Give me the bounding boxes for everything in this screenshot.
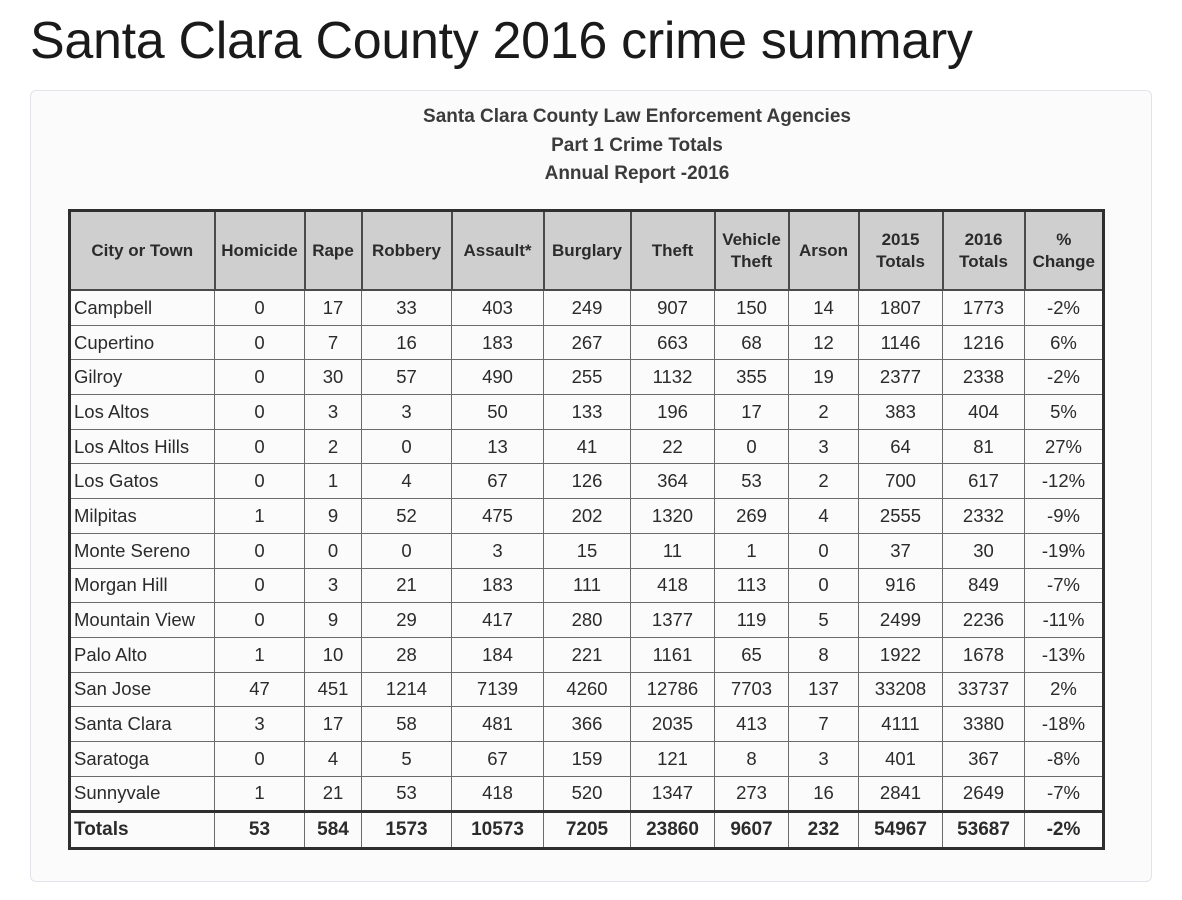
table-body	[70, 290, 1104, 849]
value-cell: 4260	[544, 672, 631, 707]
value-cell: 159	[544, 741, 631, 776]
value-cell: 0	[215, 325, 305, 360]
value-cell: 418	[631, 568, 715, 603]
value-cell: -2%	[1025, 290, 1104, 325]
value-cell: 2	[305, 429, 362, 464]
value-cell: 121	[631, 741, 715, 776]
city-name-cell: Milpitas	[70, 499, 215, 534]
value-cell: 150	[715, 290, 789, 325]
value-cell: 68	[715, 325, 789, 360]
value-cell: 1773	[943, 290, 1025, 325]
value-cell: 9	[305, 603, 362, 638]
column-header-line: Robbery	[372, 240, 441, 260]
column-header-line: City or Town	[91, 240, 194, 260]
value-cell: -7%	[1025, 568, 1104, 603]
column-header-line: Totals	[876, 251, 925, 271]
value-cell: 3	[452, 533, 544, 568]
value-cell: -8%	[1025, 741, 1104, 776]
city-name-cell: Santa Clara	[70, 707, 215, 742]
value-cell: 53	[715, 464, 789, 499]
table-row	[70, 776, 1104, 812]
column-header-line: Totals	[959, 251, 1008, 271]
value-cell: 29	[362, 603, 452, 638]
totals-label-cell: Totals	[70, 812, 215, 849]
city-name-cell: San Jose	[70, 672, 215, 707]
page-title: Santa Clara County 2016 crime summary	[30, 12, 973, 70]
value-cell: 57	[362, 360, 452, 395]
column-header	[70, 211, 215, 291]
value-cell: 7703	[715, 672, 789, 707]
value-cell: 50	[452, 395, 544, 430]
value-cell: 2%	[1025, 672, 1104, 707]
value-cell: 2555	[859, 499, 943, 534]
value-cell: 33208	[859, 672, 943, 707]
report-image-card	[30, 90, 1152, 882]
value-cell: 11	[631, 533, 715, 568]
value-cell: 126	[544, 464, 631, 499]
value-cell: 490	[452, 360, 544, 395]
table-row	[70, 360, 1104, 395]
value-cell: 183	[452, 325, 544, 360]
value-cell: 907	[631, 290, 715, 325]
value-cell: 3	[789, 741, 859, 776]
value-cell: 418	[452, 776, 544, 812]
column-header	[305, 211, 362, 291]
value-cell: 8	[715, 741, 789, 776]
column-header-line: %	[1056, 229, 1072, 249]
value-cell: 0	[362, 429, 452, 464]
value-cell: 1132	[631, 360, 715, 395]
totals-value-cell: 9607	[715, 812, 789, 849]
value-cell: 663	[631, 325, 715, 360]
value-cell: 7139	[452, 672, 544, 707]
value-cell: 10	[305, 637, 362, 672]
value-cell: -9%	[1025, 499, 1104, 534]
value-cell: 58	[362, 707, 452, 742]
value-cell: 2338	[943, 360, 1025, 395]
table-row	[70, 568, 1104, 603]
value-cell: -7%	[1025, 776, 1104, 812]
value-cell: 17	[305, 290, 362, 325]
table-row	[70, 603, 1104, 638]
value-cell: -18%	[1025, 707, 1104, 742]
city-name-cell: Gilroy	[70, 360, 215, 395]
value-cell: 4111	[859, 707, 943, 742]
value-cell: 4	[789, 499, 859, 534]
value-cell: 2841	[859, 776, 943, 812]
value-cell: 451	[305, 672, 362, 707]
value-cell: 403	[452, 290, 544, 325]
value-cell: 1161	[631, 637, 715, 672]
value-cell: 0	[789, 533, 859, 568]
column-header-line: Theft	[730, 251, 773, 271]
value-cell: 7	[789, 707, 859, 742]
totals-value-cell: 54967	[859, 812, 943, 849]
column-header-line: Arson	[798, 240, 849, 260]
value-cell: 111	[544, 568, 631, 603]
value-cell: 2	[789, 395, 859, 430]
column-header-line: Change	[1032, 251, 1095, 271]
column-header	[715, 211, 789, 291]
value-cell: 0	[215, 464, 305, 499]
value-cell: 21	[305, 776, 362, 812]
value-cell: 16	[789, 776, 859, 812]
value-cell: 1	[215, 776, 305, 812]
value-cell: 133	[544, 395, 631, 430]
value-cell: 1	[305, 464, 362, 499]
table-row	[70, 395, 1104, 430]
column-header-line: Rape	[312, 240, 354, 260]
city-name-cell: Los Gatos	[70, 464, 215, 499]
value-cell: 2236	[943, 603, 1025, 638]
value-cell: 1377	[631, 603, 715, 638]
value-cell: 0	[215, 533, 305, 568]
value-cell: 404	[943, 395, 1025, 430]
value-cell: 19	[789, 360, 859, 395]
value-cell: 4	[362, 464, 452, 499]
value-cell: 366	[544, 707, 631, 742]
value-cell: 13	[452, 429, 544, 464]
table-row	[70, 637, 1104, 672]
value-cell: 8	[789, 637, 859, 672]
value-cell: 27%	[1025, 429, 1104, 464]
value-cell: 52	[362, 499, 452, 534]
totals-value-cell: 232	[789, 812, 859, 849]
value-cell: 22	[631, 429, 715, 464]
value-cell: 1	[215, 499, 305, 534]
city-name-cell: Campbell	[70, 290, 215, 325]
value-cell: -12%	[1025, 464, 1104, 499]
value-cell: 1922	[859, 637, 943, 672]
column-header	[631, 211, 715, 291]
value-cell: 15	[544, 533, 631, 568]
value-cell: 3380	[943, 707, 1025, 742]
column-header	[1025, 211, 1104, 291]
table-row	[70, 499, 1104, 534]
value-cell: 1678	[943, 637, 1025, 672]
value-cell: 16	[362, 325, 452, 360]
city-name-cell: Mountain View	[70, 603, 215, 638]
totals-value-cell: 53	[215, 812, 305, 849]
report-title: Santa Clara County Law Enforcement Agencies	[423, 106, 851, 127]
value-cell: 184	[452, 637, 544, 672]
value-cell: 700	[859, 464, 943, 499]
table-row	[70, 429, 1104, 464]
value-cell: 2377	[859, 360, 943, 395]
value-cell: 0	[215, 603, 305, 638]
table-row	[70, 533, 1104, 568]
totals-value-cell: 10573	[452, 812, 544, 849]
column-header	[789, 211, 859, 291]
value-cell: 47	[215, 672, 305, 707]
value-cell: 5%	[1025, 395, 1104, 430]
value-cell: 520	[544, 776, 631, 812]
value-cell: 0	[362, 533, 452, 568]
column-header	[544, 211, 631, 291]
table-row	[70, 707, 1104, 742]
value-cell: 137	[789, 672, 859, 707]
value-cell: 17	[305, 707, 362, 742]
value-cell: 30	[305, 360, 362, 395]
value-cell: 65	[715, 637, 789, 672]
city-name-cell: Cupertino	[70, 325, 215, 360]
totals-value-cell: 584	[305, 812, 362, 849]
value-cell: -13%	[1025, 637, 1104, 672]
value-cell: 280	[544, 603, 631, 638]
value-cell: 4	[305, 741, 362, 776]
value-cell: 41	[544, 429, 631, 464]
value-cell: 475	[452, 499, 544, 534]
column-header	[943, 211, 1025, 291]
value-cell: 0	[215, 290, 305, 325]
city-name-cell: Los Altos	[70, 395, 215, 430]
column-header	[362, 211, 452, 291]
value-cell: 2499	[859, 603, 943, 638]
column-header	[859, 211, 943, 291]
value-cell: 1347	[631, 776, 715, 812]
value-cell: 3	[215, 707, 305, 742]
value-cell: 53	[362, 776, 452, 812]
value-cell: 364	[631, 464, 715, 499]
value-cell: 1146	[859, 325, 943, 360]
totals-value-cell: -2%	[1025, 812, 1104, 849]
value-cell: 81	[943, 429, 1025, 464]
value-cell: 417	[452, 603, 544, 638]
city-name-cell: Los Altos Hills	[70, 429, 215, 464]
city-name-cell: Monte Sereno	[70, 533, 215, 568]
table-row	[70, 741, 1104, 776]
value-cell: 355	[715, 360, 789, 395]
value-cell: 0	[215, 395, 305, 430]
table-row	[70, 672, 1104, 707]
value-cell: 383	[859, 395, 943, 430]
column-header-line: Burglary	[552, 240, 622, 260]
value-cell: 0	[715, 429, 789, 464]
value-cell: 0	[789, 568, 859, 603]
report-year-line: Annual Report -2016	[544, 163, 730, 184]
value-cell: 37	[859, 533, 943, 568]
column-header-line: Assault*	[463, 240, 532, 260]
value-cell: 17	[715, 395, 789, 430]
value-cell: 67	[452, 464, 544, 499]
value-cell: 5	[362, 741, 452, 776]
totals-value-cell: 1573	[362, 812, 452, 849]
column-header	[215, 211, 305, 291]
value-cell: 28	[362, 637, 452, 672]
column-header	[452, 211, 544, 291]
totals-value-cell: 53687	[943, 812, 1025, 849]
column-header-line: Theft	[651, 240, 694, 260]
value-cell: 249	[544, 290, 631, 325]
value-cell: 367	[943, 741, 1025, 776]
crime-totals-table	[68, 209, 1105, 850]
value-cell: 183	[452, 568, 544, 603]
value-cell: 6%	[1025, 325, 1104, 360]
value-cell: 3	[362, 395, 452, 430]
value-cell: 0	[305, 533, 362, 568]
column-header-line: Homicide	[221, 240, 298, 260]
value-cell: 0	[215, 360, 305, 395]
value-cell: 2035	[631, 707, 715, 742]
value-cell: -2%	[1025, 360, 1104, 395]
value-cell: 255	[544, 360, 631, 395]
value-cell: 269	[715, 499, 789, 534]
city-name-cell: Morgan Hill	[70, 568, 215, 603]
totals-row	[70, 812, 1104, 849]
value-cell: 113	[715, 568, 789, 603]
table-row	[70, 290, 1104, 325]
value-cell: 3	[305, 395, 362, 430]
value-cell: 3	[789, 429, 859, 464]
value-cell: 12786	[631, 672, 715, 707]
value-cell: 273	[715, 776, 789, 812]
value-cell: 12	[789, 325, 859, 360]
value-cell: 14	[789, 290, 859, 325]
value-cell: 0	[215, 741, 305, 776]
table-header-row	[70, 211, 1104, 291]
report-header	[31, 103, 1152, 189]
value-cell: 7	[305, 325, 362, 360]
value-cell: 1807	[859, 290, 943, 325]
value-cell: 33737	[943, 672, 1025, 707]
value-cell: -11%	[1025, 603, 1104, 638]
column-header-line: Vehicle	[722, 229, 781, 249]
value-cell: 3	[305, 568, 362, 603]
value-cell: 1216	[943, 325, 1025, 360]
value-cell: 64	[859, 429, 943, 464]
value-cell: 1320	[631, 499, 715, 534]
value-cell: 1214	[362, 672, 452, 707]
totals-value-cell: 23860	[631, 812, 715, 849]
value-cell: 1	[215, 637, 305, 672]
value-cell: 119	[715, 603, 789, 638]
value-cell: 2332	[943, 499, 1025, 534]
value-cell: 1	[715, 533, 789, 568]
table-row	[70, 464, 1104, 499]
column-header-line: 2015	[881, 229, 920, 249]
value-cell: 413	[715, 707, 789, 742]
value-cell: 0	[215, 568, 305, 603]
value-cell: 2649	[943, 776, 1025, 812]
value-cell: 221	[544, 637, 631, 672]
value-cell: 2	[789, 464, 859, 499]
value-cell: 30	[943, 533, 1025, 568]
value-cell: 849	[943, 568, 1025, 603]
value-cell: 0	[215, 429, 305, 464]
city-name-cell: Palo Alto	[70, 637, 215, 672]
city-name-cell: Saratoga	[70, 741, 215, 776]
value-cell: 5	[789, 603, 859, 638]
totals-value-cell: 7205	[544, 812, 631, 849]
value-cell: 33	[362, 290, 452, 325]
report-subtitle: Part 1 Crime Totals	[551, 134, 723, 156]
table-row	[70, 325, 1104, 360]
value-cell: 916	[859, 568, 943, 603]
value-cell: -19%	[1025, 533, 1104, 568]
value-cell: 196	[631, 395, 715, 430]
value-cell: 67	[452, 741, 544, 776]
value-cell: 401	[859, 741, 943, 776]
value-cell: 481	[452, 707, 544, 742]
value-cell: 202	[544, 499, 631, 534]
value-cell: 21	[362, 568, 452, 603]
value-cell: 9	[305, 499, 362, 534]
value-cell: 267	[544, 325, 631, 360]
value-cell: 617	[943, 464, 1025, 499]
city-name-cell: Sunnyvale	[70, 776, 215, 812]
column-header-line: 2016	[964, 229, 1003, 249]
